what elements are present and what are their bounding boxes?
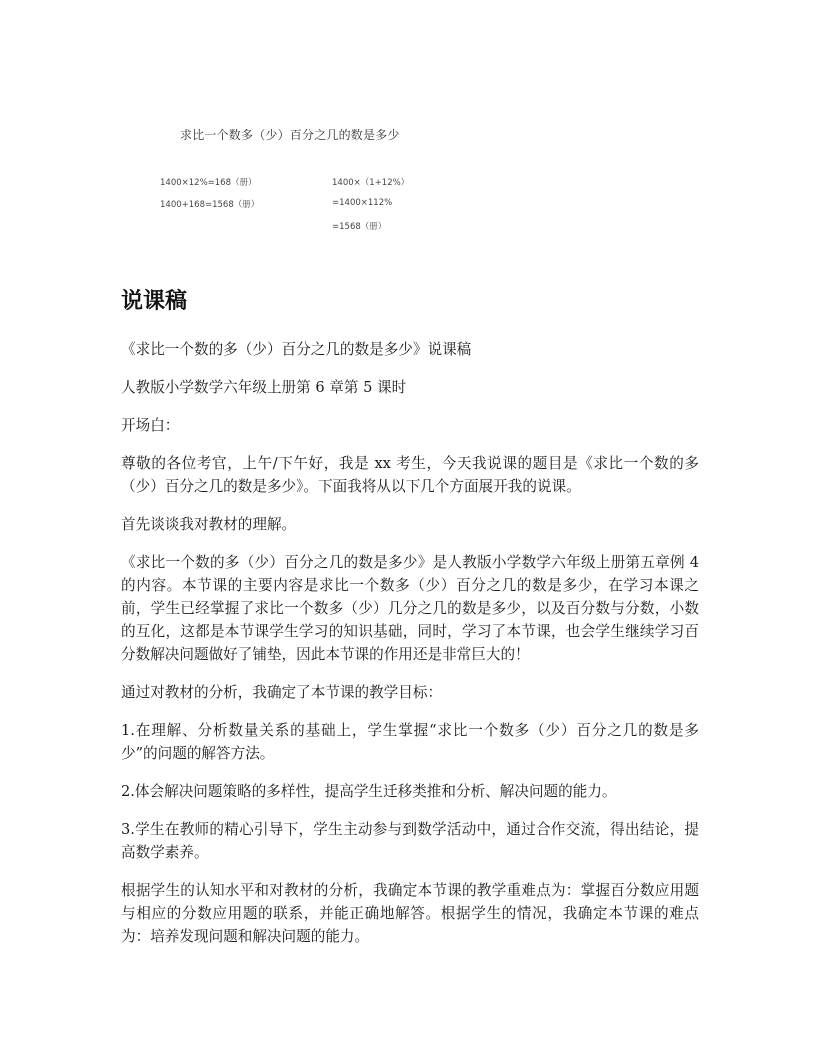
worked-example-image — [150, 118, 430, 238]
document-heading: 说课稿 — [121, 289, 188, 314]
example-title: 求比一个数多（少）百分之几的数是多少 — [180, 128, 400, 142]
objectives-intro: 通过对教材的分析，我确定了本节课的教学目标： — [121, 684, 443, 701]
key-difficulties: 根据学生的认知水平和对教材的分析，我确定本节课的教学重难点为：掌握百分数应用题与相应的分数应用题的联系，并能正确地解答。根据学生的情况，我确定本节课的难点为：培养发现问题和解决问题的能力。 — [121, 882, 699, 945]
objective-2: 2.体会解决问题策略的多样性，提高学生迁移类推和分析、解决问题的能力。 — [121, 783, 617, 800]
lesson-source: 人教版小学数学六年级上册第 6 章第 5 课时 — [121, 379, 407, 396]
objective-3: 3.学生在教师的精心引导下，学生主动参与到数学活动中，通过合作交流，得出结论，提高数学素养。 — [121, 821, 699, 861]
opening-label: 开场白： — [121, 417, 180, 434]
lesson-title: 《求比一个数的多（少）百分之几的数是多少》说课稿 — [121, 341, 472, 358]
method-two-step-2: =1400×112% — [332, 198, 393, 208]
objective-1: 1.在理解、分析数量关系的基础上，学生掌握“求比一个数多（少）百分之几的数是多少”的问题的解答方法。 — [121, 722, 699, 762]
textbook-intro: 首先谈谈我对教材的理解。 — [121, 516, 297, 533]
method-one-step-1: 1400×12%=168（册） — [160, 178, 257, 188]
document-body — [121, 338, 699, 963]
opening-paragraph: 尊敬的各位考官，上午/下午好，我是 xx 考生，今天我说课的题目是《求比一个数的多（少）百分之几的数是多少》。下面我将从以下几个方面展开我的说课。 — [121, 455, 699, 495]
method-two-step-3: =1568（册） — [332, 222, 387, 232]
method-one-step-2: 1400+168=1568（册） — [160, 200, 260, 210]
method-two-step-1: 1400×（1+12%） — [332, 178, 410, 188]
textbook-analysis: 《求比一个数的多（少）百分之几的数是多少》是人教版小学数学六年级上册第五章例 4 的内容。本节课的主要内容是求比一个数多（少）百分之几的数是多少，在学习本课之前，学生已经掌握了求比一个数多（少）几分之几的数是多少，以及百分数与分数，小数的互化，这都是本节课学生学习的知识基础，同时，学习了本节课，也会学生继续学习百分数解决问题做好了铺垫，因此本节课的作用还是非常巨大的！ — [121, 554, 699, 663]
